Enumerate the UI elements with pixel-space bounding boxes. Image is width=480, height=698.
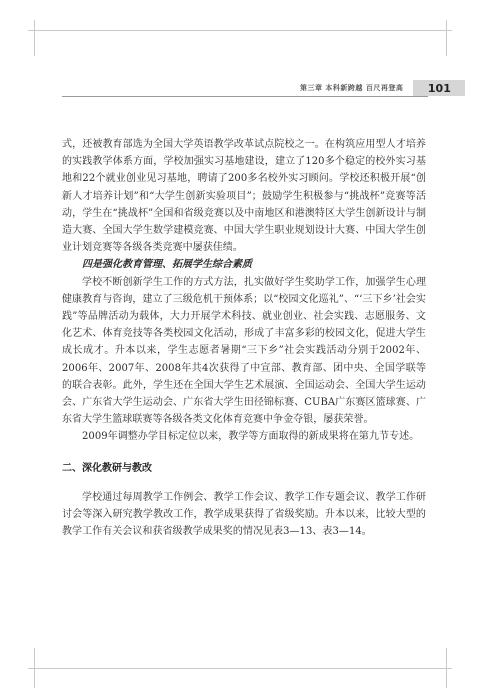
bottom-rule-vertical-right <box>446 648 447 688</box>
paragraph-new-results: 2009年调整办学目标定位以来，教学等方面取得的新成果将在第九节专述。 <box>82 431 420 443</box>
top-rule-vertical-right <box>446 20 447 56</box>
page-number: 101 <box>413 80 465 96</box>
paragraph-teaching-reform: 学校通过每周教学工作例会、教学工作会议、教学工作专题会议、教学工作研讨会等深入研究教学教改工作，教学成果获得了省级奖励。升本以来，比较大型的教学工作有关会议和获省级教学成果奖的情况见表3—13、表3—14。 <box>62 491 426 538</box>
running-header <box>300 80 465 96</box>
paragraph-continuation: 式，还被教育部选为全国大学英语教学改革试点院校之一。在构筑应用型人才培养的实践教学体系方面，学校加强实习基地建设，建立了120多个稳定的校外实习基地和22个就业创业见习基地，聘请了200多名校外实习顾问。学校还积极开展“创新人才培养计划”和“大学生创新实验项目”；鼓励学生积极参与“挑战杯”竞赛等活动，学生在“挑战杯”全国和省级竞赛以及中南地区和港澳特区大学生创新设计与制造大赛、全国大学生数学建模竞赛、中国大学生职业规划设计大赛、中国大学生创业计划竞赛等各级各类竞赛中屡获佳绩。 <box>62 139 426 254</box>
paragraph-student-work: 学校不断创新学生工作的方式方法，扎实做好学生奖助学工作，加强学生心理健康教育与咨询，建立了三级危机干预体系；以“校园文化巡礼”、“‘三下乡’社会实践”等品牌活动为载体，大力开展学术科技、就业创业、社会实践、志愿服务、文化艺术、体育竞技等各类校园文化活动，形成了丰富多彩的校园文化，促进大学生成长成才。升本以来，学生志愿者暑期“三下乡”社会实践活动分别于2002年、2006年、2007年、2008年共4次获得了中宣部、教育部、团中央、全国学联等的联合表彰。此外，学生还在全国大学生艺术展演、全国运动会、全国大学生运动会、广东省大学生运动会、广东省大学生田径锦标赛、CUBA广东赛区篮球赛、广东省大学生篮球联赛等各级各类文化体育竞赛中争金夺银，屡获荣誉。 <box>62 276 426 426</box>
section-heading: 二、深化教研与教改 <box>62 462 152 474</box>
bottom-rule-vertical-left <box>34 648 35 688</box>
bottom-rule-horizontal <box>28 668 452 669</box>
top-rule-horizontal <box>28 30 452 31</box>
chapter-title: 第三章 本科新跨越 百尺再登高 <box>300 84 404 92</box>
page-body <box>62 136 426 540</box>
top-rule-vertical-left <box>34 20 35 56</box>
header-underline <box>62 96 428 97</box>
subsection-heading: 四是强化教育管理、拓展学生综合素质 <box>82 259 252 271</box>
